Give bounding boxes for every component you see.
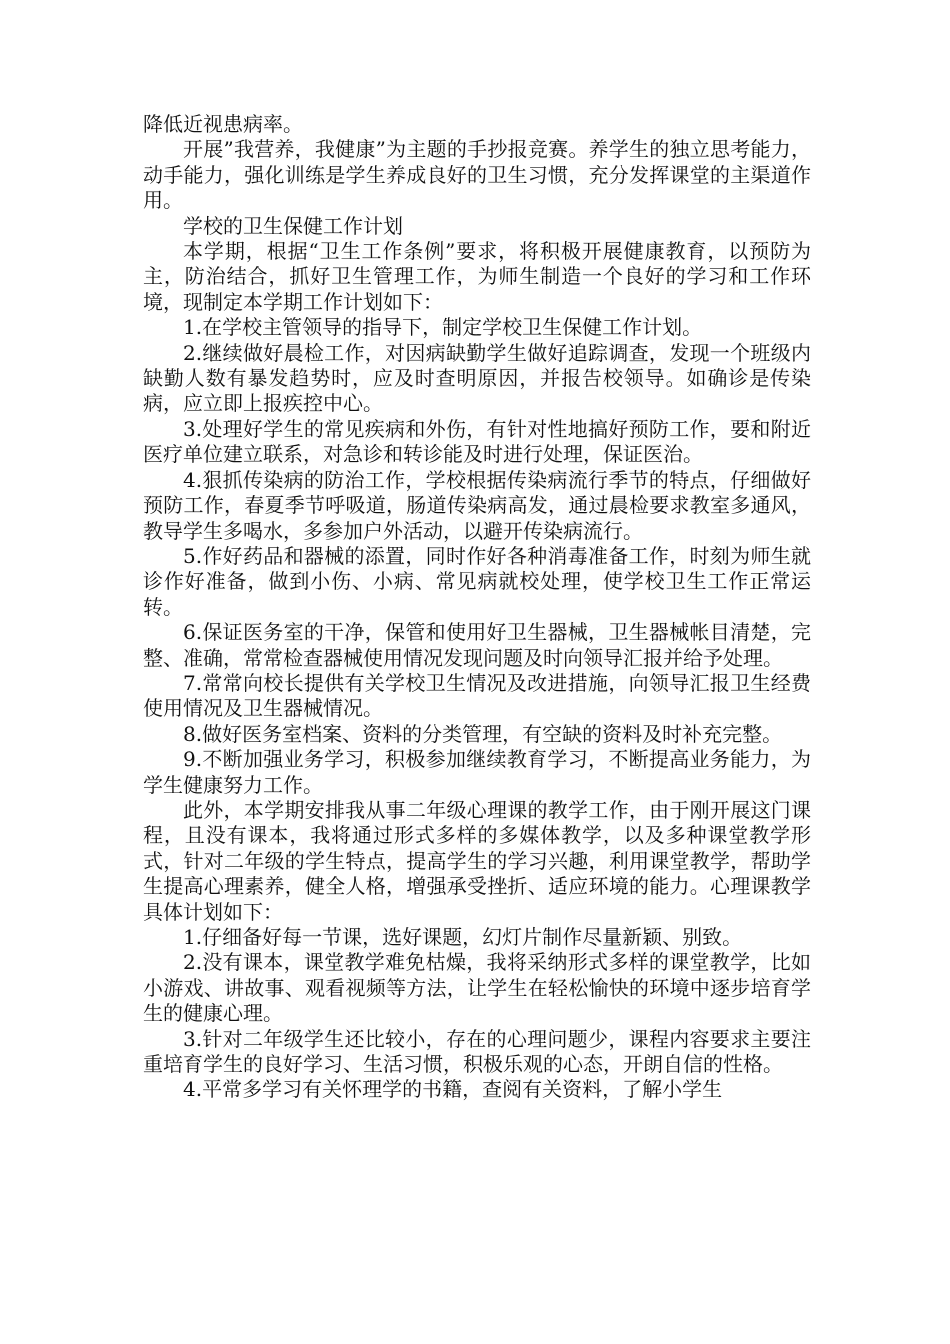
list-item: 3.针对二年级学生还比较小，存在的心理问题少，课程内容要求主要注重培育学生的良好学习、生活习惯，积极乐观的心态，开朗自信的性格。	[143, 1026, 811, 1077]
list-item: 2.继续做好晨检工作，对因病缺勤学生做好追踪调查，发现一个班级内缺勤人数有暴发趋势时，应及时查明原因，并报告校领导。如确诊是传染病，应立即上报疾控中心。	[143, 340, 811, 416]
list-item: 6.保证医务室的干净，保管和使用好卫生器械，卫生器械帐目清楚，完整、准确，常常检查器械使用情况发现问题及时向领导汇报并给予处理。	[143, 620, 811, 670]
section-heading: 学校的卫生保健工作计划	[183, 213, 403, 238]
paragraph: 降低近视患病率。	[143, 112, 303, 136]
list-item: 4.平常多学习有关怀理学的书籍，查阅有关资料，了解小学生	[183, 1077, 723, 1102]
list-item: 5.作好药品和器械的添置，同时作好各种消毒准备工作，时刻为师生就诊作好准备，做到小伤、小病、常见病就校处理，使学校卫生工作正常运转。	[143, 543, 811, 619]
list-item: 1.仔细备好每一节课，选好课题，幻灯片制作尽量新颖、别致。	[183, 925, 743, 949]
paragraph: 开展”我营养，我健康”为主题的手抄报竞赛。养学生的独立思考能力，动手能力，强化训练是学生养成良好的卫生习惯，充分发挥课堂的主渠道作用。	[143, 137, 811, 213]
paragraph: 此外，本学期安排我从事二年级心理课的教学工作，由于刚开展这门课程，且没有课本，我将通过形式多样的多媒体教学，以及多种课堂教学形式，针对二年级的学生特点，提高学生的学习兴趣，利用课堂教学，帮助学生提高心理素养，健全人格，增强承受挫折、适应环境的能力。心理课教学具体计划如下：	[143, 797, 811, 924]
list-item: 9.不断加强业务学习，积极参加继续教育学习，不断提高业务能力，为学生健康努力工作。	[143, 747, 811, 797]
list-item: 7.常常向校长提供有关学校卫生情况及改进措施，向领导汇报卫生经费使用情况及卫生器械情况。	[143, 670, 811, 721]
list-item: 2.没有课本，课堂教学难免枯燥，我将采纳形式多样的课堂教学，比如小游戏、讲故事、观看视频等方法，让学生在轻松愉快的环境中逐步培育学生的健康心理。	[143, 950, 811, 1026]
paragraph: 本学期，根据“卫生工作条例”要求，将积极开展健康教育，以预防为主，防治结合，抓好卫生管理工作，为师生制造一个良好的学习和工作环境，现制定本学期工作计划如下：	[143, 239, 811, 314]
list-item: 4.狠抓传染病的防治工作，学校根据传染病流行季节的特点，仔细做好预防工作，春夏季节呼吸道，肠道传染病高发，通过晨检要求教室多通风，教导学生多喝水，多参加户外活动，以避开传染病流行。	[143, 467, 811, 543]
list-item: 8.做好医务室档案、资料的分类管理，有空缺的资料及时补充完整。	[183, 721, 783, 746]
document-body	[143, 112, 811, 1103]
list-item: 1.在学校主管领导的指导下，制定学校卫生保健工作计划。	[183, 315, 703, 340]
list-item: 3.处理好学生的常见疾病和外伤，有针对性地搞好预防工作，要和附近医疗单位建立联系，对急诊和转诊能及时进行处理，保证医治。	[143, 416, 811, 467]
